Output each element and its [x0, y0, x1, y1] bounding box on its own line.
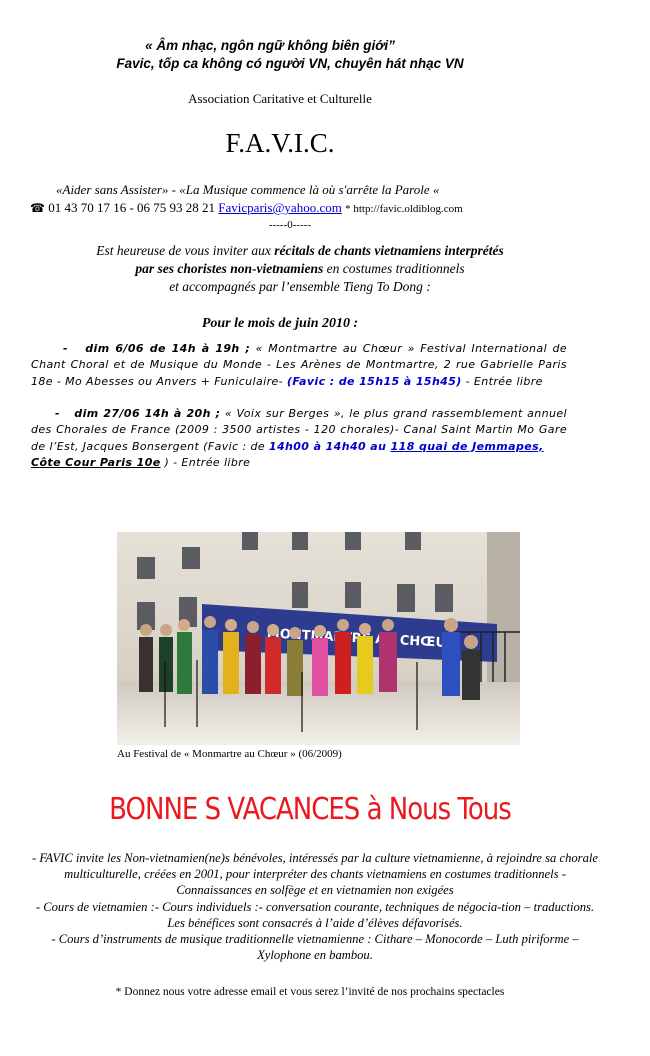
phone-icon: ☎ [30, 201, 45, 215]
contact-line [30, 200, 590, 216]
photo-banner-text: CHŒUR [399, 633, 457, 652]
invite-l2a: par ses choristes non-vietnamiens [135, 261, 324, 276]
invite-l1b: récitals de chants vietnamiens interprétés [274, 243, 504, 258]
phone-numbers: 01 43 70 17 16 - 06 75 93 28 21 [48, 200, 216, 215]
blog-url: * http://favic.oldiblog.com [345, 203, 463, 215]
footer-note: * Donnez nous votre adresse email et vous serez l’invité de nos prochains spectacles [115, 986, 505, 998]
event-1-favic-time: (Favic : de 15h15 à 15h45) [286, 374, 462, 388]
recruit-instrument-lessons: - Cours d’instruments de musique traditionnelle vietnamienne : Cithare – Monocorde – Luth piriforme – Xylophone en bambou. [51, 932, 579, 963]
event-2: - dim 27/06 14h à 20h ; « Voix sur Berges », le plus grand rassemblement annuel des Chorales de France (2009 : 3500 artistes - 120 chorales)- Canal Saint Martin Mo Gare de l’Est, Jacques Bonsergent (Favic : de 14h00 à 14h40 au 118 quai de Jemmapes, Côte Cour Paris 10e ) - Entrée libre [31, 407, 568, 469]
recruit-vietnamese-lessons: - Cours de vietnamien :- Cours individuels :- conversation courante, techniques de négocia-tion – traductions. Les bénéfices sont consacrés à l’aide d’élèves défavorisés. [35, 899, 595, 930]
separator: -----0----- [268, 219, 312, 231]
event-1: - dim 6/06 de 14h à 19h ; « Montmartre au Chœur » Festival International de Chant Choral et de Musique du Monde - Les Arènes de Montmartre, 2 rue Gabrielle Paris 18e - Mo Abesses ou Anvers + Funiculaire- (Favic : de 15h15 à 15h45) - Entrée libre [31, 342, 568, 388]
recruitment-section [30, 850, 600, 963]
invite-l1a: Est heureuse de vous inviter aux [96, 243, 275, 258]
event-1-entry: - Entrée libre [461, 374, 543, 388]
month-title: Pour le mois de juin 2010 : [201, 316, 359, 331]
photo-caption: Au Festival de « Monmartre au Chœur » (06/2009) [117, 748, 342, 760]
event-2-entry: ) - Entrée libre [160, 455, 251, 469]
invite-l2b: en costumes traditionnels [323, 261, 465, 276]
motto: «Aider sans Assister» - «La Musique commence là où s'arrête la Parole « [56, 182, 440, 197]
event-2-time: 14h00 à 14h40 au [268, 439, 391, 453]
vacances-greeting: BONNE S VACANCES à Nous Tous [109, 792, 511, 828]
festival-photo-illustration [117, 532, 520, 745]
event-2-place-link[interactable]: 118 quai de Jemmapes, [390, 439, 544, 453]
event-2-date: dim 27/06 14h à 20h ; [74, 407, 221, 420]
recruit-choir: - FAVIC invite les Non-vietnamien(ne)s bénévoles, intéressés par la culture vietnamienne, à rejoindre sa chorale multiculturelle, créées en 2001, pour interpréter des chants vietnamiens en costumes traditionnels - Connaissances en solfège et en vietnamien non exigées [32, 851, 598, 898]
header-line-1: « Âm nhạc, ngôn ngữ không biên giới” [145, 38, 395, 53]
header-line-2: Favic, tốp ca không có người VN, chuyên hát nhạc VN [116, 56, 464, 71]
event-1-date: dim 6/06 de 14h à 19h ; [85, 342, 251, 355]
festival-photo [117, 532, 520, 745]
event-2-place-link-2[interactable]: Côte Cour Paris 10e [31, 455, 161, 469]
association-label: Association Caritative et Culturelle [188, 91, 372, 106]
event-2-text: « Voix sur Berges », le plus grand rassemblement annuel des Chorales de France (2009 : 3500 artistes - 120 chorales)- Canal Saint Martin Mo Gare de l’Est, Jacques Bonsergent (Favic : de [31, 407, 568, 453]
invitation [30, 242, 570, 296]
event-1-text: « Montmartre au Chœur » Festival International de Chant Choral et de Musique du Monde - Les Arènes de Montmartre, 2 rue Gabrielle Paris 18e - Mo Abesses ou Anvers + Funiculaire- [31, 342, 568, 388]
invite-l3: et accompagnés par l’ensemble Tieng To Dong : [169, 279, 431, 294]
org-title: F.A.V.I.C. [225, 128, 335, 158]
email-link[interactable]: Favicparis@yahoo.com [218, 200, 342, 215]
